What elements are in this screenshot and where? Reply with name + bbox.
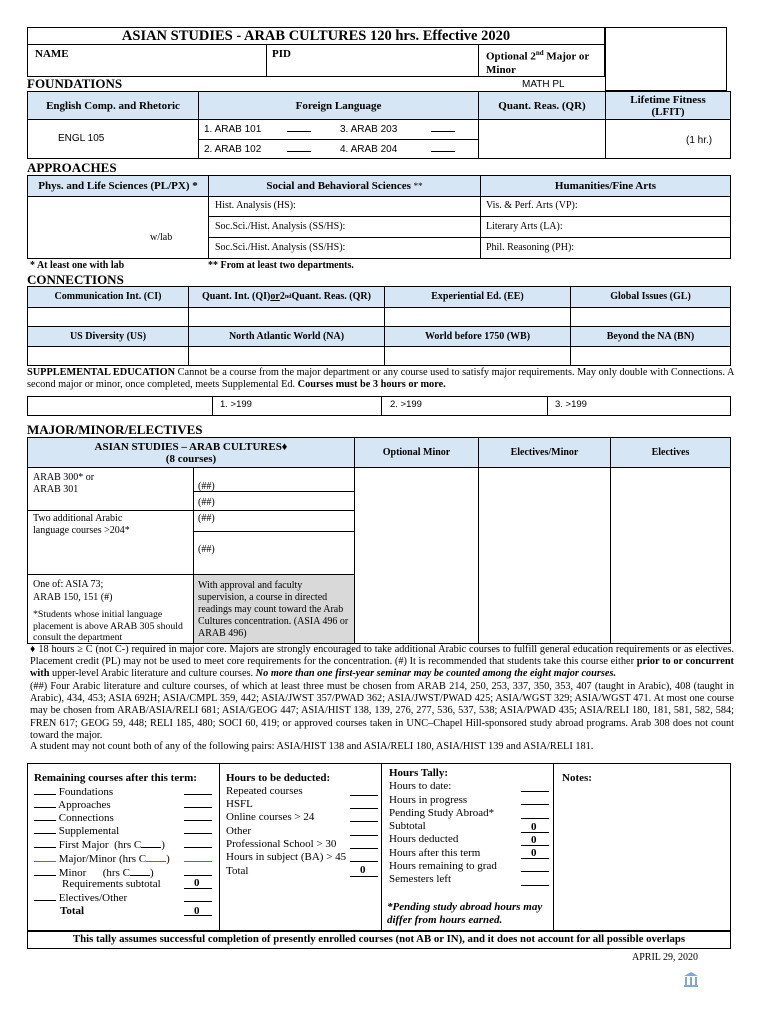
optional-major-label: Optional 2nd Major or Minor	[486, 49, 590, 76]
foundations-title: FOUNDATIONS	[27, 76, 123, 91]
electives-minor-header: Electives/Minor	[510, 446, 579, 458]
gl-header: Global Issues (GL)	[610, 291, 691, 302]
arab-102: 2. ARAB 102	[204, 144, 311, 156]
page-title: ASIAN STUDIES - ARAB CULTURES 120 hrs. Effective 2020	[121, 28, 511, 44]
foreign-header: Foreign Language	[295, 99, 382, 112]
remaining-total: Total	[60, 905, 85, 917]
hs-label: Hist. Analysis (HS):	[215, 200, 296, 211]
hours-pending: Pending Study Abroad*	[389, 807, 495, 819]
lab-note: * At least one with lab	[30, 260, 125, 271]
qi-header: Quant. Int. (QI) or 2 nd Quant. Reas. (QR)	[202, 291, 371, 302]
pending-note: *Pending study abroad hours may differ from hours earned.	[387, 901, 543, 926]
disclaimer: This tally assumes successful completion of presently enrolled courses (not AB or IN), and it does not account for all possible overlaps	[72, 933, 686, 945]
vp-label: Vis. & Perf. Arts (VP):	[486, 200, 578, 211]
revision-date: APRIL 29, 2020	[632, 952, 699, 963]
hours-deducted: Hours deducted	[389, 833, 459, 845]
remaining-minor: Minor (hrs C )	[34, 866, 154, 880]
approval-note: With approval and faculty supervision, a course in directed readings may count toward the Arab Cultures concentration. (ASIA 496 or ARAB 496)	[198, 580, 349, 639]
ee-header: Experiential Ed. (EE)	[431, 291, 524, 302]
remaining-major-minor: Major/Minor (hrs C )	[34, 852, 170, 866]
departments-note: ** From at least two departments.	[208, 260, 354, 271]
remaining-foundations: Foundations	[34, 785, 113, 799]
electives-header: Electives	[651, 446, 690, 458]
req-subtotal-value: 0	[194, 877, 200, 889]
pl-header: Phys. and Life Sciences (PL/PX) *	[38, 180, 198, 192]
ph-label: Phil. Reasoning (PH):	[486, 242, 575, 253]
bn-header: Beyond the NA (BN)	[606, 330, 695, 342]
arab-101: 1. ARAB 101	[204, 124, 311, 136]
ss1-label: Soc.Sci./Hist. Analysis (SS/HS):	[215, 221, 346, 232]
major-notes-3: A student may not count both of any of the following pairs: ASIA/HIST 138 and ASIA/RELI 180, ASIA/HIST 139 and ASIA/RELI 181.	[30, 741, 594, 752]
unc-logo-icon	[682, 970, 700, 988]
na-header: North Atlantic World (NA)	[228, 330, 345, 342]
after-term-value: 0	[531, 847, 537, 859]
ss-header: Social and Behavioral Sciences **	[266, 180, 423, 192]
one-of-label: One of: ASIA 73; ARAB 150, 151 (#)	[33, 579, 113, 603]
arab300-label: ARAB 300* or ARAB 301	[33, 472, 95, 496]
lfit-header: Lifetime Fitness (LFIT)	[630, 93, 706, 118]
hours-after: Hours after this term	[389, 847, 481, 859]
major-notes-1: ♦ 18 hours ≥ C (not C-) required in major core. Majors are strongly encouraged to take additional Arabic courses to fulfill general education requirements or as electives. Placement credit (PL) may not be used to meet core requirements for the concentration. (#) It is recommended that students take this course either prior to or concurrent with upper-level Arabic literature and culture courses. No more than one first-year seminar may be counted among the eight major courses.	[30, 644, 734, 680]
supplemental-text: SUPPLEMENTAL EDUCATION Cannot be a course from the major department or any course used to satisfy major requirements. May only double with Connections. A second major or minor, once completed, meets Supplemental Ed. Courses must be 3 hours or more.	[27, 367, 735, 391]
photo-box	[605, 27, 727, 91]
remaining-approaches: Approaches	[34, 798, 111, 812]
deducted-title: Hours to be deducted:	[226, 772, 331, 784]
deducted-total: Total	[226, 865, 249, 877]
students-note: *Students whose initial language placement is above ARAB 305 should consult the department	[33, 609, 183, 642]
qr-header: Quant. Reas. (QR)	[498, 99, 586, 112]
deducted-prof: Professional School > 30	[226, 838, 337, 850]
pid-label: PID	[272, 48, 291, 60]
deducted-value: 0	[531, 834, 537, 846]
two-additional-label: Two additional Arabic language courses >204*	[33, 513, 130, 537]
major-title: MAJOR/MINOR/ELECTIVES	[27, 422, 203, 437]
notes-title: Notes:	[562, 772, 592, 784]
supplemental-table	[27, 396, 731, 416]
ss2-label: Soc.Sci./Hist. Analysis (SS/HS):	[215, 242, 346, 253]
connections-title: CONNECTIONS	[27, 272, 124, 287]
name-field[interactable]	[80, 46, 260, 74]
hours-remaining: Hours remaining to grad	[389, 860, 497, 872]
hh-4: (##)	[198, 544, 215, 555]
math-pl-label: MATH PL	[522, 79, 565, 90]
hours-subtotal: Subtotal	[389, 820, 426, 832]
english-header: English Comp. and Rhetoric	[46, 99, 180, 112]
deducted-online: Online courses > 24	[226, 811, 315, 823]
hh-1: (##)	[198, 481, 215, 492]
remaining-connections: Connections	[34, 811, 114, 825]
remaining-electives-other: Electives/Other	[34, 891, 127, 905]
deducted-other: Other	[226, 825, 252, 837]
hours-tally-title: Hours Tally:	[389, 767, 448, 779]
supp-2: 2. >199	[390, 399, 422, 410]
remaining-first-major: First Major (hrs C )	[34, 838, 165, 852]
wb-header: World before 1750 (WB)	[424, 330, 531, 342]
remaining-title: Remaining courses after this term:	[34, 772, 197, 784]
deducted-subject: Hours in subject (BA) > 45	[226, 851, 347, 863]
remaining-supplemental: Supplemental	[34, 824, 119, 838]
us-header: US Diversity (US)	[69, 330, 147, 342]
ci-header: Communication Int. (CI)	[54, 291, 162, 302]
pid-field[interactable]	[300, 46, 470, 74]
notes-field[interactable]	[558, 788, 726, 926]
hum-header: Humanities/Fine Arts	[554, 180, 657, 192]
hh-3: (##)	[198, 513, 215, 524]
major-notes-2: (##) Four Arabic literature and culture courses, of which at least three must be chosen from ARAB 214, 250, 253, 337, 350, 353, 407 (taught in Arabic), 408 (taught in Arabic), 434, 453; ASIA 692H; ASIA/CMPL 359, 442; ASIA/JWST 357/PWAD 362; ASIA/JWST/PWAD 425; ASIA/WGST 329; ASIA/WGST 471. At most one course may be chosen from ARAB/ASIA/RELI 681; ASIA/GEOG 447; ASIA/HIST 138, 139, 276, 277, 536, 537, 538; ASIA/PWAD 435; ASIA/RELI 180, 181, 581, 582, 584; FREN 617; GEOG 59, 448; RELI 185, 480; SOCI 60, 419; or approved courses taken in UNC–Chapel Hill-sponsored study abroad programs. Arab 308 does not count toward the major.	[30, 681, 734, 741]
arab-203: 3. ARAB 203	[340, 124, 455, 136]
hours-to-date: Hours to date:	[389, 780, 452, 792]
deducted-repeated: Repeated courses	[226, 785, 303, 797]
supp-3: 3. >199	[555, 399, 587, 410]
lfit-hours: (1 hr.)	[686, 135, 713, 146]
major-core-header: ASIAN STUDIES – ARAB CULTURES♦ (8 courses)	[94, 440, 288, 465]
wlab-label: w/lab	[150, 232, 173, 243]
hh-2: (##)	[198, 497, 215, 508]
name-label: NAME	[35, 48, 69, 60]
engl-105: ENGL 105	[58, 133, 105, 144]
supp-1: 1. >199	[220, 399, 252, 410]
semesters-left: Semesters left	[389, 873, 452, 885]
deducted-total-value: 0	[360, 864, 366, 876]
arab-204: 4. ARAB 204	[340, 144, 455, 156]
optional-minor-header: Optional Minor	[382, 446, 451, 458]
la-label: Literary Arts (LA):	[486, 221, 563, 232]
hours-in-progress: Hours in progress	[389, 794, 468, 806]
subtotal-value: 0	[531, 821, 537, 833]
remaining-req-subtotal: Requirements subtotal	[62, 878, 161, 890]
total-value: 0	[194, 905, 200, 917]
deducted-hsfl: HSFL	[226, 798, 253, 810]
approaches-title: APPROACHES	[27, 160, 117, 175]
